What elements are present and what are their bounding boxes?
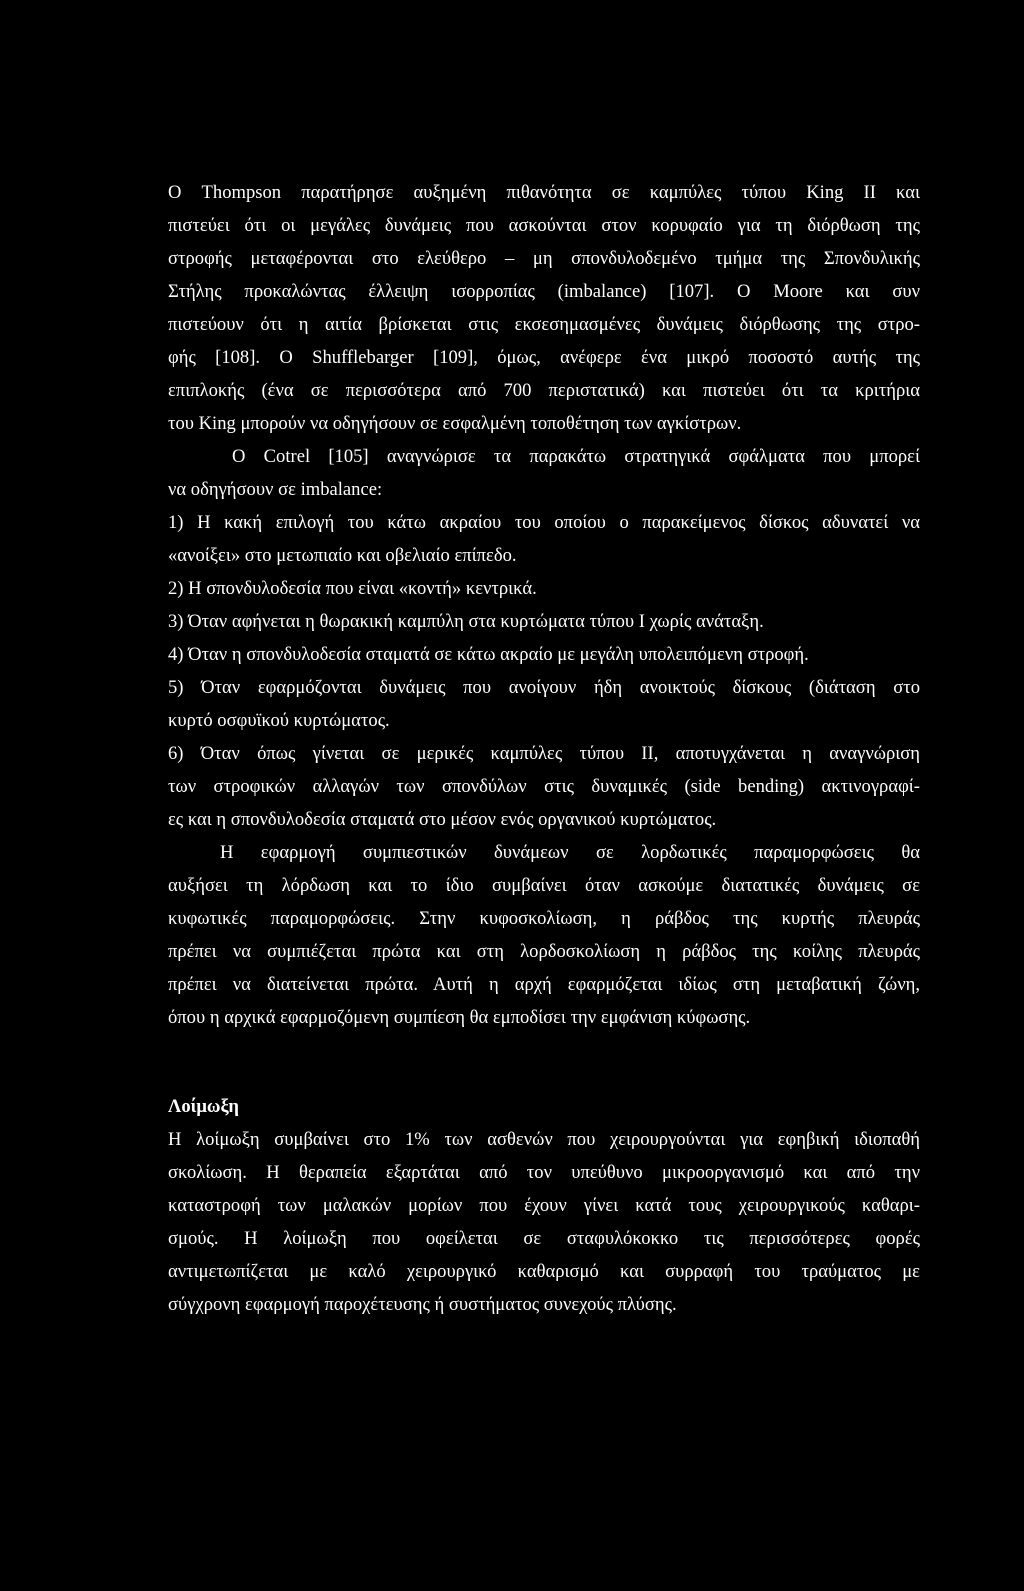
text-line: πιστεύει ότι οι μεγάλες δυνάμεις που ασκούνται στον κορυφαίο για τη διόρθωση της	[168, 215, 920, 236]
text-line: πιστεύουν ότι η αιτία βρίσκεται στις εκσεσημασμένες δυνάμεις διόρθωσης της στρο-	[168, 314, 920, 335]
list-item-continuation: των στροφικών αλλαγών των σπονδύλων στις δυναμικές (side bending) ακτινογραφί-	[168, 776, 920, 797]
text-line: καταστροφή των μαλακών μορίων που έχουν γίνει κατά τους χειρουργικούς καθαρι-	[168, 1195, 920, 1216]
text-line: φής [108]. Ο Shufflebarger [109], όμως, ανέφερε ένα μικρό ποσοστό αυτής της	[168, 347, 920, 368]
text-line: πρέπει να συμπιέζεται πρώτα και στη λορδοσκολίωση η ράβδος της κοίλης πλευράς	[168, 941, 920, 962]
list-item-continuation: «ανοίξει» στο μετωπιαίο και οβελιαίο επίπεδο.	[168, 545, 517, 566]
text-line: του King μπορούν να οδηγήσουν σε εσφαλμένη τοποθέτηση των αγκίστρων.	[168, 413, 742, 434]
list-item: 3) Όταν αφήνεται η θωρακική καμπύλη στα κυρτώματα τύπου Ι χωρίς ανάταξη.	[168, 611, 764, 632]
text-line: Ο Thompson παρατήρησε αυξημένη πιθανότητα σε καμπύλες τύπου King II και	[168, 182, 920, 203]
text-line: κυφωτικές παραμορφώσεις. Στην κυφοσκολίωση, η ράβδος της κυρτής πλευράς	[168, 908, 920, 929]
list-item-continuation: ες και η σπονδυλοδεσία σταματά στο μέσον ενός οργανικού κυρτώματος.	[168, 809, 717, 830]
list-item: 1) Η κακή επιλογή του κάτω ακραίου του οποίου ο παρακείμενος δίσκος αδυνατεί να	[168, 512, 920, 533]
section-heading: Λοίμωξη	[168, 1096, 239, 1117]
list-item: 6) Όταν όπως γίνεται σε μερικές καμπύλες τύπου ΙΙ, αποτυγχάνεται η αναγνώριση	[168, 743, 920, 764]
list-item: 4) Όταν η σπονδυλοδεσία σταματά σε κάτω ακραίο με μεγάλη υπολειπόμενη στροφή.	[168, 644, 809, 665]
section-spacer	[168, 1034, 920, 1090]
paragraph-cotrel	[168, 440, 920, 836]
paragraph-thompson	[168, 176, 920, 440]
text-line: Στήλης προκαλώντας έλλειψη ισορροπίας (imbalance) [107]. Ο Moore και συν	[168, 281, 920, 302]
text-line: στροφής μεταφέρονται στο ελεύθερο – μη σπονδυλοδεμένο τμήμα της Σπονδυλικής	[168, 248, 920, 269]
text-line: όπου η αρχικά εφαρμοζόμενη συμπίεση θα εμποδίσει την εμφάνιση κύφωσης.	[168, 1007, 751, 1028]
list-item: 2) Η σπονδυλοδεσία που είναι «κοντή» κεντρικά.	[168, 578, 537, 599]
text-line: Ο Cotrel [105] αναγνώρισε τα παρακάτω στρατηγικά σφάλματα που μπορεί	[232, 446, 920, 467]
text-line: σμούς. Η λοίμωξη που οφείλεται σε σταφυλόκοκκο τις περισσότερες φορές	[168, 1228, 920, 1249]
text-line: Η λοίμωξη συμβαίνει στο 1% των ασθενών που χειρουργούνται για εφηβική ιδιοπαθή	[168, 1129, 920, 1150]
text-line: Η εφαρμογή συμπιεστικών δυνάμεων σε λορδωτικές παραμορφώσεις θα	[220, 842, 920, 863]
text-line: επιπλοκής (ένα σε περισσότερα από 700 περιστατικά) και πιστεύει ότι τα κριτήρια	[168, 380, 920, 401]
document-page	[168, 176, 920, 1321]
list-item: 5) Όταν εφαρμόζονται δυνάμεις που ανοίγουν ήδη ανοικτούς δίσκους (διάταση στο	[168, 677, 920, 698]
text-line: αυξήσει τη λόρδωση και το ίδιο συμβαίνει όταν ασκούμε διατατικές δυνάμεις σε	[168, 875, 920, 896]
list-item-continuation: κυρτό οσφυϊκού κυρτώματος.	[168, 710, 390, 731]
paragraph-compression	[168, 836, 920, 1034]
text-line: πρέπει να διατείνεται πρώτα. Αυτή η αρχή εφαρμόζεται ιδίως στη μεταβατική ζώνη,	[168, 974, 920, 995]
section-infection	[168, 1090, 920, 1321]
text-line: σύγχρονη εφαρμογή παροχέτευσης ή συστήματος συνεχούς πλύσης.	[168, 1294, 677, 1315]
text-line: αντιμετωπίζεται με καλό χειρουργικό καθαρισμό και συρραφή του τραύματος με	[168, 1261, 920, 1282]
text-line: σκολίωση. Η θεραπεία εξαρτάται από τον υπεύθυνο μικροοργανισμό και από την	[168, 1162, 920, 1183]
text-line: να οδηγήσουν σε imbalance:	[168, 479, 383, 500]
